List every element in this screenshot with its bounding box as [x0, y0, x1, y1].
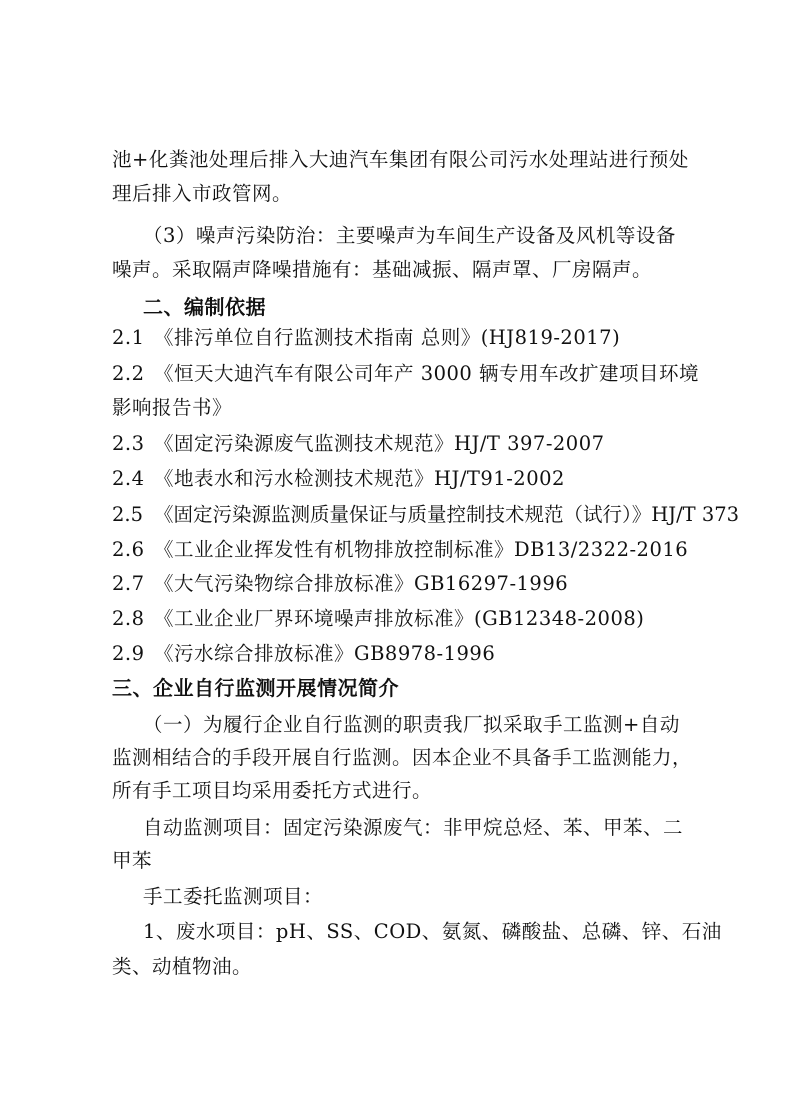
reference-item-2-9	[112, 642, 495, 666]
reference-number: 2.4	[112, 467, 145, 490]
reference-text: 《大气污染物综合排放标准》GB16297-1996	[154, 572, 569, 595]
noise-paragraph-line-2: 噪声。采取隔声降噪措施有：基础减振、隔声罩、厂房隔声。	[112, 258, 653, 281]
reference-number: 2.6	[112, 538, 145, 561]
section-3-para-2-line-1: 自动监测项目：固定污染源废气：非甲烷总烃、苯、甲苯、二	[143, 816, 684, 839]
reference-text: 《恒天大迪汽车有限公司年产 3000 辆专用车改扩建项目环境	[154, 362, 700, 385]
reference-item-2-1	[112, 326, 620, 350]
reference-number: 2.8	[112, 607, 145, 630]
section-3-para-4-line-2: 类、动植物油。	[112, 955, 253, 978]
section-2-heading: 二、编制依据	[143, 295, 266, 319]
reference-item-2-8	[112, 607, 644, 631]
reference-number: 2.3	[112, 432, 145, 455]
section-3-para-3: 手工委托监测项目：	[143, 885, 324, 908]
reference-number: 2.2	[112, 362, 145, 385]
reference-text: 《污水综合排放标准》GB8978-1996	[154, 642, 496, 665]
reference-item-2-6	[112, 538, 688, 562]
reference-text: 《工业企业厂界环境噪声排放标准》(GB12348-2008)	[154, 607, 645, 630]
reference-item-2-7	[112, 572, 568, 596]
reference-item-2-5	[112, 503, 739, 527]
reference-text: 《固定污染源监测质量保证与质量控制技术规范（试行）》HJ/T 373	[154, 503, 740, 526]
section-3-para-1-line-2: 监测相结合的手段开展自行监测。因本企业不具备手工监测能力，	[112, 746, 693, 769]
reference-number: 2.9	[112, 642, 145, 665]
reference-item-2-4	[112, 467, 565, 491]
reference-text: 《排污单位自行监测技术指南 总则》(HJ819-2017)	[154, 326, 621, 349]
section-3-heading: 三、企业自行监测开展情况简介	[112, 676, 399, 700]
reference-item-2-2-continued: 影响报告书》	[112, 396, 233, 419]
reference-number: 2.5	[112, 503, 144, 526]
reference-item-2-3	[112, 432, 605, 456]
section-3-para-2-line-2: 甲苯	[112, 849, 153, 872]
water-paragraph-line-2: 理后排入市政管网。	[112, 182, 293, 205]
reference-text: 《地表水和污水检测技术规范》HJ/T91-2002	[154, 467, 565, 490]
reference-text: 《固定污染源废气监测技术规范》HJ/T 397-2007	[154, 432, 605, 455]
section-3-para-1-line-1: （一）为履行企业自行监测的职责我厂拟采取手工监测+自动	[143, 713, 680, 736]
section-3-para-1-line-3: 所有手工项目均采用委托方式进行。	[112, 779, 433, 802]
section-3-para-4-line-1: 1、废水项目：pH、SS、COD、氨氮、磷酸盐、总磷、锌、石油	[143, 920, 722, 943]
reference-item-2-2	[112, 362, 699, 386]
water-paragraph-line-1: 池+化粪池处理后排入大迪汽车集团有限公司污水处理站进行预处	[112, 148, 689, 171]
noise-paragraph-line-1: （3）噪声污染防治：主要噪声为车间生产设备及风机等设备	[143, 224, 676, 247]
reference-text: 《工业企业挥发性有机物排放控制标准》DB13/2322-2016	[154, 538, 689, 561]
reference-number: 2.1	[112, 326, 145, 349]
reference-number: 2.7	[112, 572, 145, 595]
